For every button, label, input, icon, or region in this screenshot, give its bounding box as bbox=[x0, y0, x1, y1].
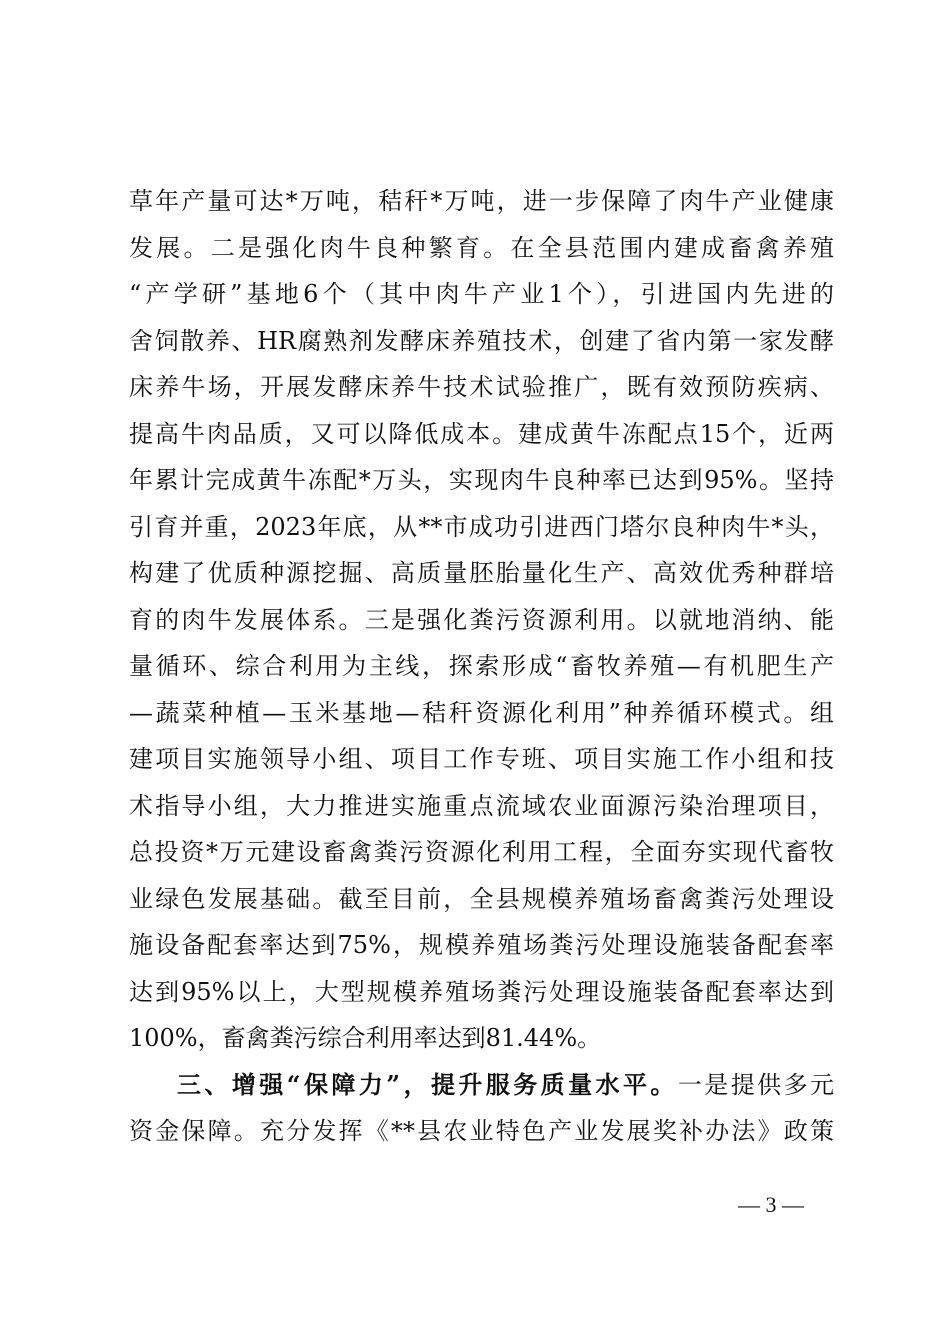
body-line-8: 引育并重，2023年底，从**市成功引进西门塔尔良种肉牛*头， bbox=[129, 512, 834, 541]
body-line-14: 术指导小组，大力推进实施重点流域农业面源污染治理项目， bbox=[129, 791, 834, 820]
body-line-13: 建项目实施领导小组、项目工作专班、项目实施工作小组和技 bbox=[129, 745, 834, 773]
body-line-18: 达到95%以上，大型规模养殖场粪污处理设施装备配套率达到 bbox=[129, 977, 834, 1006]
body-line-10: 育的肉牛发展体系。三是强化粪污资源利用。以就地消纳、能 bbox=[129, 605, 834, 634]
page-number: — 3 — bbox=[738, 1192, 804, 1217]
body-line-5: 床养牛场，开展发酵床养牛技术试验推广，既有效预防疾病、 bbox=[129, 373, 834, 401]
body-line-17: 施设备配套率达到75%，规模养殖场粪污处理设施装备配套率 bbox=[129, 931, 834, 959]
body-line-2: 发展。二是强化肉牛良种繁育。在全县范围内建成畜禽养殖 bbox=[129, 233, 834, 262]
body-line-15: 总投资*万元建设畜禽粪污资源化利用工程，全面夯实现代畜牧 bbox=[129, 838, 834, 866]
section-3-first-line-text: 一是提供多元 bbox=[677, 1070, 835, 1099]
document-body bbox=[129, 178, 834, 1155]
body-line-1: 草年产量可达*万吨，秸秆*万吨，进一步保障了肉牛产业健康 bbox=[129, 187, 834, 215]
body-line-12: —蔬菜种植—玉米基地—秸秆资源化利用”种养循环模式。组 bbox=[129, 698, 834, 727]
body-line-3: “产学研”基地6个（其中肉牛产业1个），引进国内先进的 bbox=[129, 280, 834, 308]
body-line-7: 年累计完成黄牛冻配*万头，实现肉牛良种率已达到95%。坚持 bbox=[129, 466, 834, 494]
body-line-9: 构建了优质种源挖掘、高质量胚胎量化生产、高效优秀种群培 bbox=[129, 559, 834, 587]
body-line-11: 量循环、综合利用为主线，探索形成“畜牧养殖—有机肥生产 bbox=[129, 652, 834, 680]
section-3-first-line bbox=[129, 1062, 834, 1109]
body-line-4: 舍饲散养、HR腐熟剂发酵床养殖技术，创建了省内第一家发酵 bbox=[129, 326, 834, 355]
body-line-6: 提高牛肉品质，又可以降低成本。建成黄牛冻配点15个，近两 bbox=[129, 419, 834, 448]
body-line-19: 100%，畜禽粪污综合利用率达到81.44%。 bbox=[129, 1024, 602, 1052]
section-3-heading: 三、增强“保障力”，提升服务质量水平。 bbox=[177, 1069, 678, 1099]
section-3-second-line: 资金保障。充分发挥《**县农业特色产业发展奖补办法》政策 bbox=[129, 1117, 834, 1145]
body-line-16: 业绿色发展基础。截至目前，全县规模养殖场畜禽粪污处理设 bbox=[129, 884, 834, 913]
